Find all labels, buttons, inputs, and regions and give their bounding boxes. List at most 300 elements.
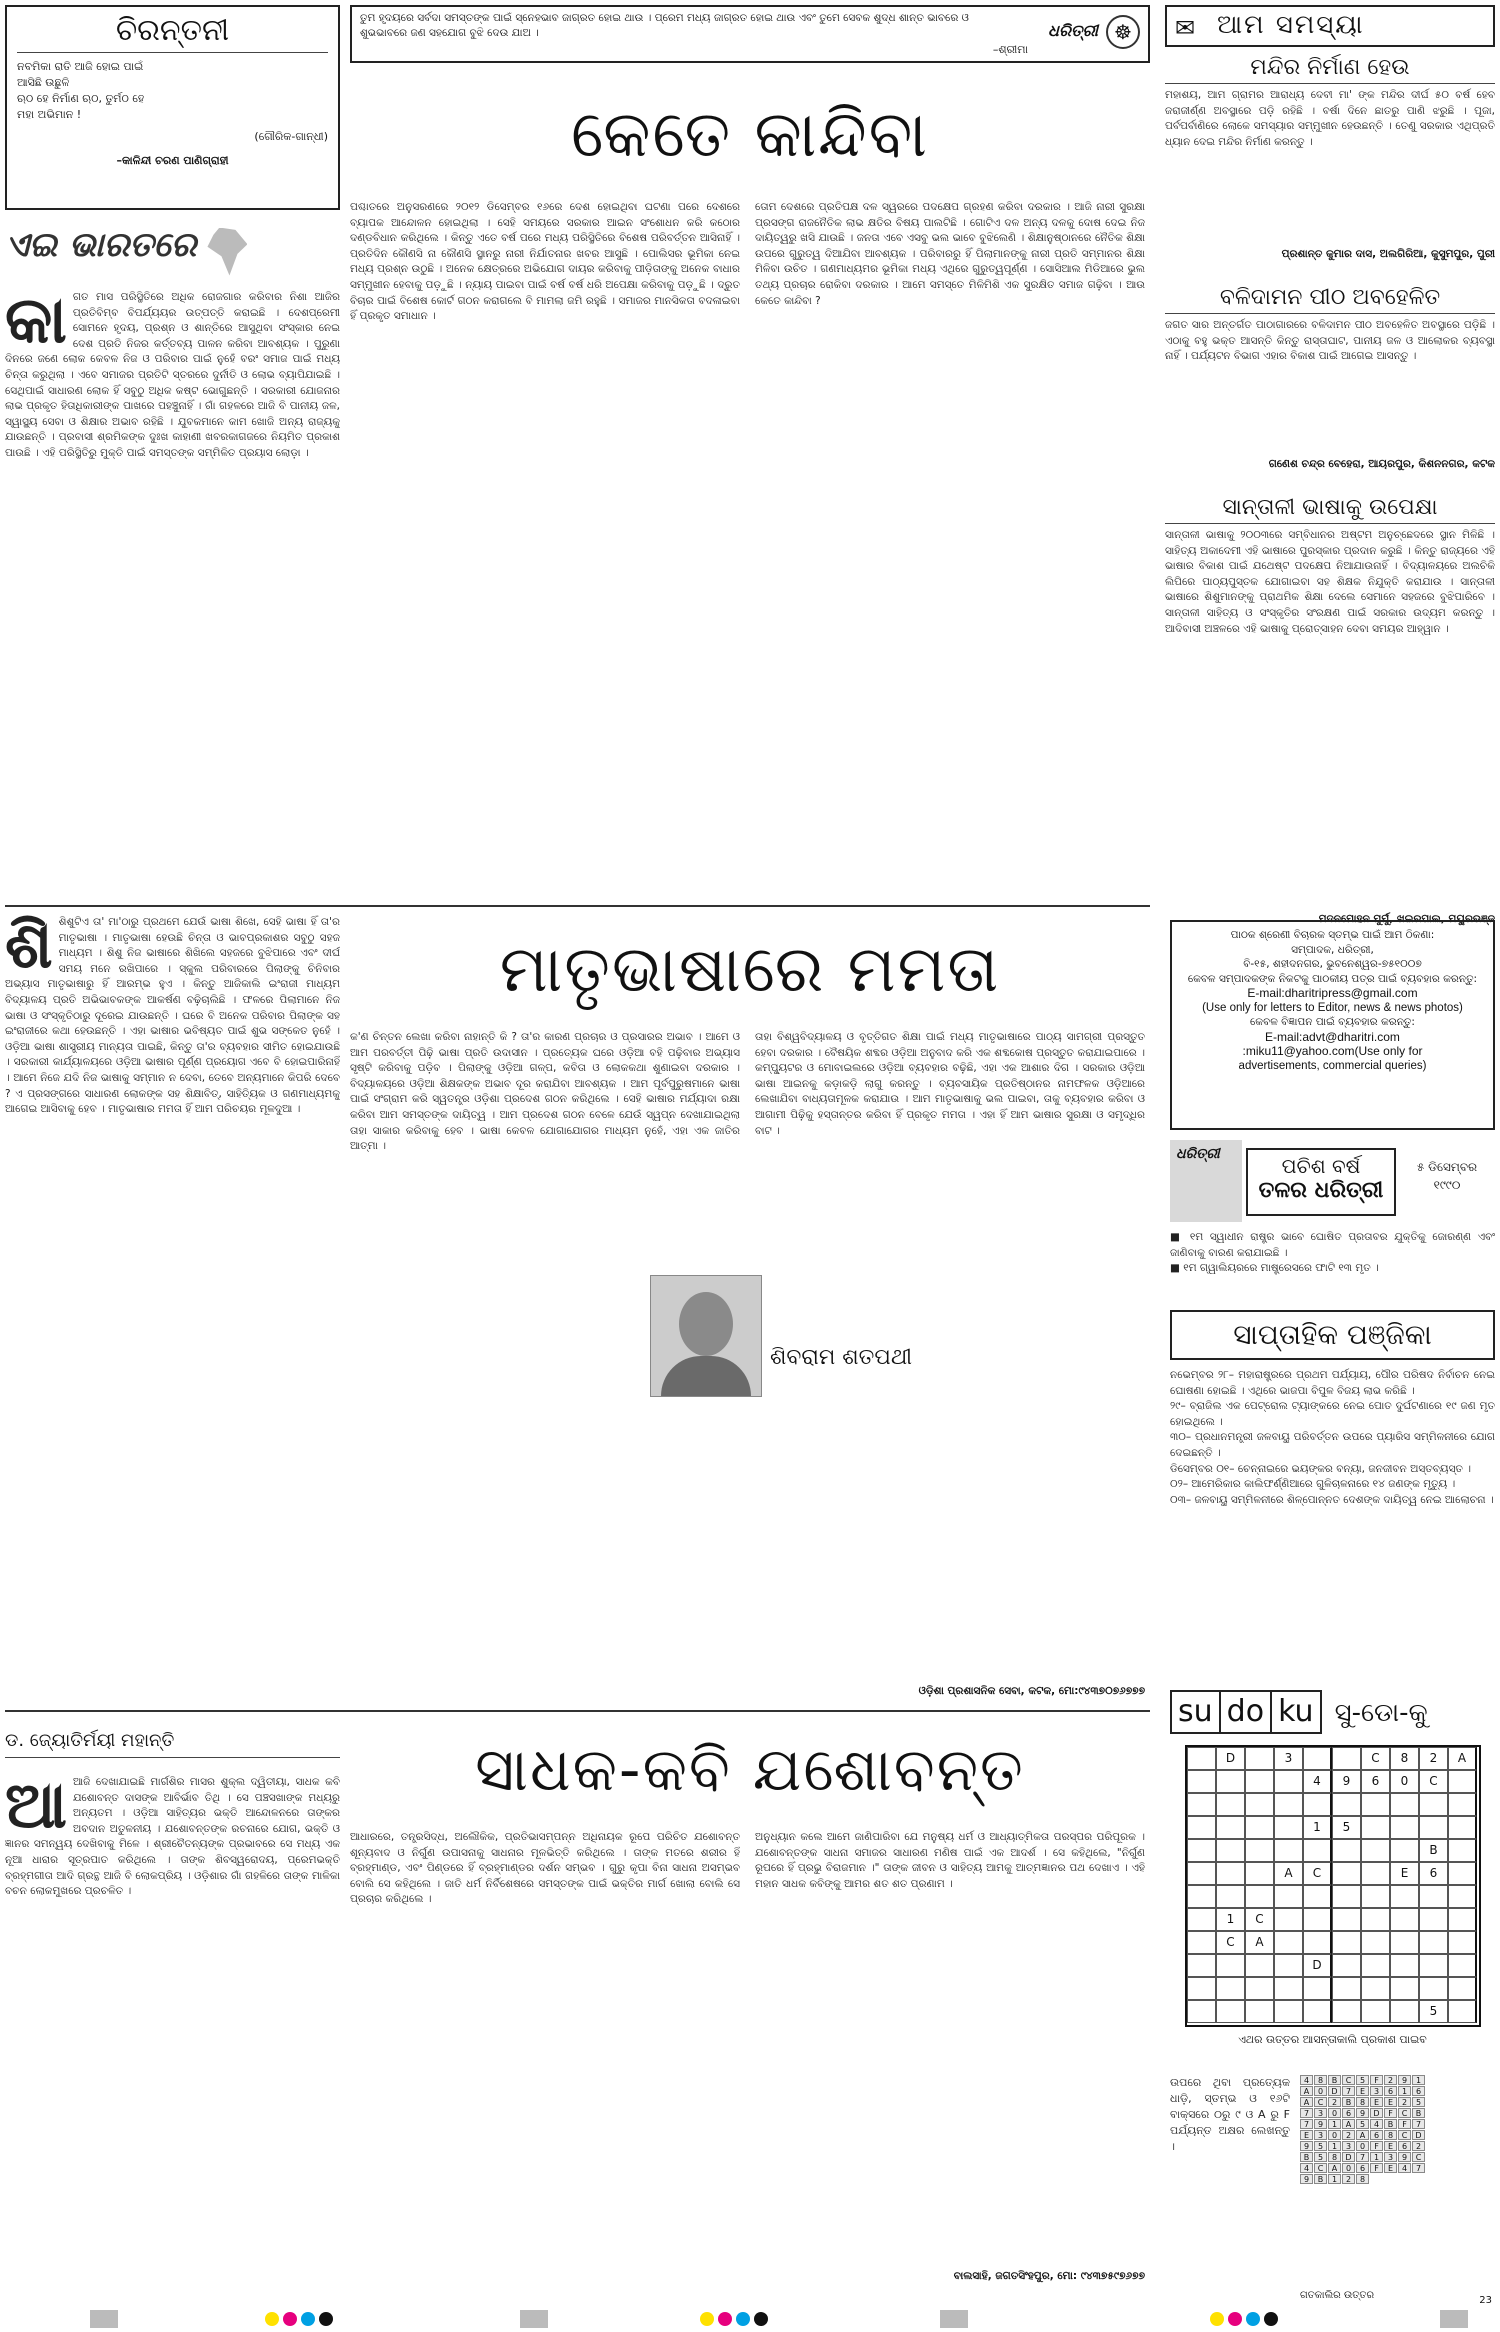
chirantani-title: ଚିରନ୍ତନୀ: [17, 13, 328, 53]
anniversary-date-line: ୫ ଡିସେମ୍ବର: [1416, 1160, 1478, 1174]
sudoku-cell[interactable]: [1303, 1931, 1332, 1954]
solution-cell: 2: [1398, 2097, 1411, 2107]
drop-cap: ଆ: [5, 1775, 67, 1843]
solution-cell: 3: [1342, 2141, 1355, 2151]
print-mark: [319, 2312, 333, 2326]
anniversary-brand: ଧରିତ୍ରୀ: [1176, 1146, 1220, 1162]
sudoku-cell[interactable]: D: [1216, 1747, 1245, 1770]
sudoku-cell[interactable]: [1274, 1931, 1303, 1954]
sudoku-cell[interactable]: [1361, 2000, 1390, 2023]
letter-body: ଜଗତ ସାର ଅନ୍ତର୍ଗତ ପାଠାଗାରରେ ବଳିଦାମନ ପୀଠ ଅବହେଳିତ ଅବସ୍ଥାରେ ପଡ଼ିଛି । ଏଠାକୁ ବହୁ ଭକ୍ତ ଆସନ୍ତି କିନ୍ତୁ ରାସ୍ତାଘାଟ, ପାନୀୟ ଜଳ ଓ ଆଲୋକର ବ୍ୟବସ୍ଥା ନାହିଁ । ପର୍ଯ୍ୟଟନ ବିଭାଗ ଏହାର ବିକାଶ ପାଇଁ ଆଗେଇ ଆସନ୍ତୁ ।: [1165, 319, 1495, 363]
sudoku-cell[interactable]: [1187, 2000, 1216, 2023]
sudoku-cell[interactable]: [1274, 2000, 1303, 2023]
editor-email-note: (Use only for letters to Editor, news & news photos): [1202, 1001, 1463, 1014]
solution-cell: F: [1370, 2163, 1383, 2173]
letter-body: ମହାଶୟ, ଆମ ଗ୍ରାମର ଆରାଧ୍ୟ ଦେବୀ ମା' ଙ୍କ ମନ୍ଦିର ଦୀର୍ଘ ୫୦ ବର୍ଷ ହେବ ଜରାଜୀର୍ଣ୍ଣ ଅବସ୍ଥାରେ ପଡ଼ି ରହିଛି । ବର୍ଷା ଦିନେ ଛାତରୁ ପାଣି ଝରୁଛି । ପୂଜା, ପର୍ବପର୍ବାଣିରେ ଲୋକେ ସମସ୍ୟାର ସମ୍ମୁଖୀନ ହେଉଛନ୍ତି । ତେଣୁ ସରକାର ଏଥିପ୍ରତି ଧ୍ୟାନ ଦେଇ ମନ୍ଦିର ନିର୍ମାଣ କରନ୍ତୁ ।: [1165, 89, 1495, 148]
sudoku-cell[interactable]: [1187, 1793, 1216, 1816]
solution-cell: D: [1328, 2086, 1341, 2096]
sudoku-cell[interactable]: [1390, 1793, 1419, 1816]
sudoku-cell[interactable]: [1274, 1839, 1303, 1862]
sudoku-cell[interactable]: [1332, 1931, 1361, 1954]
sudoku-cell[interactable]: [1332, 1862, 1361, 1885]
solution-cell: C: [1342, 2075, 1355, 2085]
sudoku-cell[interactable]: [1303, 1747, 1332, 1770]
sudoku-cell[interactable]: [1187, 1977, 1216, 2000]
anniversary-brand-box: [1170, 1140, 1242, 1222]
sudoku-cell[interactable]: 6: [1361, 1770, 1390, 1793]
sudoku-row: [1187, 2000, 1479, 2023]
sudoku-cell[interactable]: [1216, 1793, 1245, 1816]
sudoku-cell[interactable]: [1274, 1770, 1303, 1793]
sudoku-row: [1187, 1793, 1479, 1816]
solution-cell: 5: [1314, 2141, 1327, 2151]
solution-cell: A: [1356, 2130, 1369, 2140]
headline-matrubhasha: ମାତୃଭାଷାରେ ମମତା: [499, 933, 1001, 1007]
sudoku-title-do: do: [1221, 1690, 1272, 1734]
print-mark: [1210, 2312, 1224, 2326]
sudoku-cell[interactable]: C: [1361, 1747, 1390, 1770]
solution-cell: C: [1314, 2163, 1327, 2173]
solution-cell: E: [1384, 2141, 1397, 2151]
aam-samasya-title: ଆମ ସମସ୍ୟା: [1217, 10, 1365, 40]
sudoku-cell[interactable]: [1390, 1885, 1419, 1908]
sudoku-cell[interactable]: 1: [1303, 1816, 1332, 1839]
solution-cell: 2: [1328, 2097, 1341, 2107]
solution-cell: D: [1370, 2108, 1383, 2118]
sudoku-cell[interactable]: [1419, 1793, 1448, 1816]
sudoku-cell[interactable]: 5: [1332, 1816, 1361, 1839]
anniversary-items: [1170, 1230, 1495, 1305]
sudoku-cell[interactable]: [1216, 1839, 1245, 1862]
solution-cell: 9: [1300, 2174, 1313, 2184]
sudoku-cell[interactable]: [1332, 2000, 1361, 2023]
print-mark: [1246, 2312, 1260, 2326]
sudoku-cell[interactable]: [1303, 1908, 1332, 1931]
print-mark: [736, 2312, 750, 2326]
sudoku-cell[interactable]: 2: [1419, 1747, 1448, 1770]
sudoku-cell[interactable]: [1361, 1885, 1390, 1908]
sudoku-cell[interactable]: 4: [1303, 1770, 1332, 1793]
sudoku-cell[interactable]: [1187, 1885, 1216, 1908]
sudoku-cell[interactable]: [1187, 1954, 1216, 1977]
sudoku-cell[interactable]: [1245, 1839, 1274, 1862]
contact-box: [1170, 920, 1495, 1130]
solution-cell: C: [1398, 2108, 1411, 2118]
sudoku-cell[interactable]: [1245, 2000, 1274, 2023]
sudoku-cell[interactable]: [1361, 1977, 1390, 2000]
solution-cell: 0: [1328, 2130, 1341, 2140]
editor-email[interactable]: E-mail:dharitripress@gmail.com: [1247, 986, 1418, 1000]
print-mark: [301, 2312, 315, 2326]
page-number: 23: [1479, 2295, 1492, 2306]
sudoku-cell[interactable]: [1419, 1954, 1448, 1977]
sudoku-cell[interactable]: 8: [1390, 1747, 1419, 1770]
sudoku-cell[interactable]: [1216, 1770, 1245, 1793]
sudoku-cell[interactable]: A: [1274, 1862, 1303, 1885]
sudoku-cell[interactable]: [1332, 1793, 1361, 1816]
sudoku-cell[interactable]: C: [1245, 1908, 1274, 1931]
letter-sender: ପ୍ରଶାନ୍ତ କୁମାର ଦାସ, ଅଲଗିରିଆ, କୁସୁମପୁର, ପୁରୀ: [1281, 248, 1495, 260]
sudoku-cell[interactable]: [1419, 1885, 1448, 1908]
sudoku-cell[interactable]: [1187, 1839, 1216, 1862]
sudoku-cell[interactable]: [1361, 1839, 1390, 1862]
solution-cell: 0: [1356, 2141, 1369, 2151]
chirantani-line: ନବମିକା ରାତି ଆଜି ହୋଇ ପାଇଁ: [17, 60, 144, 73]
anniversary-item: ■ ୧ମ ଗ୍ୱାଲିୟରରେ ମାଷ୍ଟ୍ରେସରେ ଫାଟି ୧୩ ମୃତ ।: [1170, 1262, 1379, 1275]
sudoku-note: ଏଥର ଉତ୍ତର ଆସନ୍ତାକାଲି ପ୍ରକାଶ ପାଇବ: [1238, 2033, 1427, 2046]
letter-2: [1165, 285, 1495, 471]
sudoku-cell[interactable]: 6: [1419, 1862, 1448, 1885]
solution-cell: 1: [1328, 2119, 1341, 2129]
solution-cell: E: [1384, 2163, 1397, 2173]
solution-cell: 7: [1300, 2108, 1313, 2118]
envelope-icon: ✉: [1175, 14, 1196, 42]
print-mark: [520, 2310, 548, 2328]
sudoku-cell[interactable]: [1187, 1908, 1216, 1931]
solution-cell: 5: [1314, 2152, 1327, 2162]
lead-col-1: [5, 290, 340, 895]
headline-kete-kandiba: କେତେ କାନ୍ଦିବା: [571, 98, 929, 172]
solution-cell: 1: [1370, 2152, 1383, 2162]
solution-cell: 3: [1314, 2130, 1327, 2140]
contact-note: କେବଳ ସମ୍ପାଦକଙ୍କ ନିକଟକୁ ପାଠକୀୟ ପତ୍ର ପାଇଁ ବ୍ୟବହାର କରନ୍ତୁ:: [1187, 972, 1478, 985]
letter-sender: ମଦନମୋହନ ମୁର୍ମୁ, ଖଇରପାଲ, ମୟୁରଭଞ୍ଜ: [1318, 913, 1495, 925]
avatar-body: [661, 1356, 751, 1396]
sudoku-cell[interactable]: [1245, 1747, 1274, 1770]
sudoku-cell[interactable]: [1448, 1954, 1477, 1977]
solution-cell: 9: [1398, 2075, 1411, 2085]
sudoku-cell[interactable]: [1448, 2000, 1477, 2023]
avatar: [679, 1292, 733, 1356]
advt-email-note: advertisements, commercial queries): [1238, 1059, 1427, 1072]
solution-cell: 2: [1412, 2141, 1425, 2151]
solution-cell: E: [1384, 2097, 1397, 2107]
sudoku-cell[interactable]: [1216, 1816, 1245, 1839]
sudoku-cell[interactable]: 3: [1274, 1747, 1303, 1770]
solution-cell: E: [1356, 2086, 1369, 2096]
solution-cell: 6: [1384, 2086, 1397, 2096]
sudoku-cell[interactable]: [1361, 1931, 1390, 1954]
sadhak-col-2: ଆଧାରରେ, ତନ୍ତ୍ରସିଦ୍ଧ, ଅଲୌକିକ, ପ୍ରତିଭାସମ୍ପନ୍ନ ଅଧିନାୟକ ରୂପେ ପରିଚିତ ଯଶୋବନ୍ତ ଶୂନ୍ୟବାଦ ଓ ନିର୍ଗୁଣ ଉପାସନାକୁ ସାଧନାର ମୂଳଭିତ୍ତି କରିଥିଲେ । ତାଙ୍କ ମତରେ ଶରୀର ହିଁ ବ୍ରହ୍ମାଣ୍ଡ, ଏବଂ ପିଣ୍ଡରେ ହିଁ ବ୍ରହ୍ମାଣ୍ଡର ଦର୍ଶନ ସମ୍ଭବ । ଗୁରୁ କୃପା ବିନା ସାଧନା ଅସମ୍ଭବ ବୋଲି ସେ କହିଥିଲେ । ଜାତି ଧର୍ମ ନିର୍ବିଶେଷରେ ସମସ୍ତଙ୍କ ପାଇଁ ଭକ୍ତିର ମାର୍ଗ ଖୋଲା ବୋଲି ସେ ପ୍ରଚାର କରିଥିଲେ ।: [350, 1831, 740, 1906]
solution-cell: 1: [1328, 2141, 1341, 2151]
calendar-entry: ଡିସେମ୍ବର ୦୧– ଚେନ୍ନାଇରେ ଭୟଙ୍କର ବନ୍ୟା, ଜନଜୀବନ ଅସ୍ତବ୍ୟସ୍ତ ।: [1170, 1462, 1471, 1475]
solution-cell: 3: [1384, 2152, 1397, 2162]
anniversary-item: ■ ୧ମ ସ୍ୱାଧୀନ ରାଷ୍ଟ୍ର ଭାବେ ଘୋଷିତ ପ୍ରତାବର ଯୁକ୍ତିକୁ ଜୋରଣ୍ଣ ଏବଂ ଜାଣିବାକୁ ବାରଣ କରାଯାଇଛି ।: [1170, 1231, 1495, 1259]
sudoku-solution: [1300, 2075, 1425, 2184]
sudoku-cell[interactable]: [1187, 1862, 1216, 1885]
letter-body: ସାନ୍ତାଳୀ ଭାଷାକୁ ୨୦୦୩ରେ ସମ୍ବିଧାନର ଅଷ୍ଟମ ଅନୁଚ୍ଛେଦରେ ସ୍ଥାନ ମିଳିଛି । ସାହିତ୍ୟ ଅକାଦେମୀ ଏହି ଭାଷାରେ ପୁରସ୍କାର ପ୍ରଦାନ କରୁଛି । କିନ୍ତୁ ରାଜ୍ୟରେ ଏହି ଭାଷାର ବିକାଶ ପାଇଁ ଯଥେଷ୍ଟ ପଦକ୍ଷେପ ନିଆଯାଉନାହିଁ । ବିଦ୍ୟାଳୟରେ ଅଲଚିକି ଲିପିରେ ପାଠ୍ୟପୁସ୍ତକ ଯୋଗାଇବା ସହ ଶିକ୍ଷକ ନିଯୁକ୍ତି କରାଯାଉ । ସାନ୍ତାଳୀ ଭାଷାରେ ଶିଶୁମାନଙ୍କୁ ପ୍ରାଥମିକ ଶିକ୍ଷା ଦେଲେ ସେମାନେ ସହଜରେ ବୁଝିପାରିବେ । ସାନ୍ତାଳୀ ସାହିତ୍ୟ ଓ ସଂସ୍କୃତିର ସଂରକ୍ଷଣ ପାଇଁ ସରକାର ଉଦ୍ୟମ କରନ୍ତୁ । ଆଦିବାସୀ ଅଞ୍ଚଳରେ ଏହି ଭାଷାକୁ ପ୍ରୋତ୍ସାହନ ଦେବା ସମୟର ଆହ୍ୱାନ ।: [1165, 529, 1495, 635]
sudoku-cell[interactable]: [1274, 1954, 1303, 1977]
sudoku-cell[interactable]: [1303, 1839, 1332, 1862]
author-address: ଓଡ଼ିଶା ପ୍ରଶାସନିକ ସେବା, କଟକ, ମୋ:୯୪୩୭୦୭୬୭୭୭: [918, 1685, 1145, 1697]
sudoku-cell[interactable]: [1448, 1862, 1477, 1885]
sudoku-row: [1187, 1931, 1479, 1954]
solution-cell: B: [1412, 2108, 1425, 2118]
sudoku-cell[interactable]: C: [1216, 1931, 1245, 1954]
letter-title: ମନ୍ଦିର ନିର୍ମାଣ ହେଉ: [1165, 55, 1495, 84]
solution-cell: 7: [1412, 2163, 1425, 2173]
solution-cell: 9: [1300, 2141, 1313, 2151]
sudoku-cell[interactable]: D: [1303, 1954, 1332, 1977]
sudoku-cell[interactable]: [1419, 1931, 1448, 1954]
sudoku-cell[interactable]: [1448, 1908, 1477, 1931]
sudoku-grid[interactable]: [1185, 1745, 1481, 2027]
letter-3: [1165, 495, 1495, 926]
sudoku-cell[interactable]: [1390, 1954, 1419, 1977]
drop-cap: ଶି: [5, 915, 53, 983]
sudoku-header: [1170, 1690, 1495, 1736]
solution-cell: B: [1300, 2152, 1313, 2162]
sudoku-cell[interactable]: [1332, 1839, 1361, 1862]
quote-text: ତୁମ ହୃଦୟରେ ସର୍ବଦା ସମସ୍ତଙ୍କ ପାଇଁ ସ୍ନେହଭାବ ଜାଗ୍ରତ ହୋଇ ଥାଉ । ପ୍ରେମ ମଧ୍ୟ ଜାଗ୍ରତ ହୋଇ ଥାଉ ଏବଂ ତୁମେ ସେବକ ଶୁଦ୍ଧ ଶାନ୍ତ ଭାବରେ ଓ ଶୁଭଭାବରେ ଜଣ ସହଯୋଗ ବୁଝି ଦେଉ ଯାଅ ।: [360, 12, 969, 39]
solution-cell: C: [1398, 2130, 1411, 2140]
solution-cell: C: [1412, 2152, 1425, 2162]
wheel-icon: ☸: [1106, 15, 1140, 49]
calendar-entry: ୩୦– ପ୍ରଧାନମନ୍ତ୍ରୀ ଜଳବାୟୁ ପରିବର୍ତ୍ତନ ଉପରେ ପ୍ୟାରିସ ସମ୍ମିଳନୀରେ ଯୋଗ ଦେଇଛନ୍ତି ।: [1170, 1431, 1495, 1459]
sudoku-cell[interactable]: [1303, 1977, 1332, 2000]
sudoku-cell[interactable]: [1274, 1977, 1303, 2000]
sudoku-cell[interactable]: [1419, 1908, 1448, 1931]
sudoku-cell[interactable]: [1390, 2000, 1419, 2023]
sudoku-row: [1187, 1747, 1479, 1770]
sudoku-title-ku: ku: [1272, 1690, 1321, 1734]
sudoku-cell[interactable]: E: [1390, 1862, 1419, 1885]
solution-cell: 5: [1412, 2097, 1425, 2107]
solution-cell: F: [1370, 2141, 1383, 2151]
dharitri-brand: ଧରିତ୍ରୀ: [1048, 21, 1098, 40]
sudoku-cell[interactable]: [1361, 1793, 1390, 1816]
sudoku-cell[interactable]: [1274, 1816, 1303, 1839]
sudoku-cell[interactable]: [1448, 1816, 1477, 1839]
mother-tongue-col-3: ତାହା ବିଶ୍ୱବିଦ୍ୟାଳୟ ଓ ବୃତ୍ତିଗତ ଶିକ୍ଷା ପାଇଁ ମଧ୍ୟ ମାତୃଭାଷାରେ ପାଠ୍ୟ ସାମଗ୍ରୀ ପ୍ରସ୍ତୁତ ହେବା ଦରକାର । ବୈଷୟିକ ଶବ୍ଦର ଓଡ଼ିଆ ଅନୁବାଦ କରି ଏକ ଶବ୍ଦକୋଷ ପ୍ରସ୍ତୁତ କରାଯାଇପାରେ । କମ୍ପ୍ୟୁଟର ଓ ମୋବାଇଲରେ ଓଡ଼ିଆ ବ୍ୟବହାର ବଢ଼ିଛି, ଏହା ଏକ ଆଶାର ଦିଗ । ସରକାର ଓଡ଼ିଆ ଭାଷା ଆଇନକୁ କଡ଼ାକଡ଼ି ଲାଗୁ କରନ୍ତୁ । ବ୍ୟବସାୟିକ ପ୍ରତିଷ୍ଠାନର ନାମଫଳକ ଓଡ଼ିଆରେ ଲେଖାଯିବା ବାଧ୍ୟତାମୂଳକ କରାଯାଉ । ଆମ ମାତୃଭାଷାକୁ ଭଲ ପାଇବା, ତାକୁ ବ୍ୟବହାର କରିବା ଓ ଆଗାମୀ ପିଢ଼ିକୁ ହସ୍ତାନ୍ତର କରିବା ହିଁ ପ୍ରକୃତ ମମତା । ଏହା ହିଁ ଆମ ଭାଷାର ସୁରକ୍ଷା ଓ ସମୃଦ୍ଧିର ବାଟ ।: [755, 1031, 1145, 1137]
print-mark: [718, 2312, 732, 2326]
solution-cell: 5: [1356, 2119, 1369, 2129]
solution-cell: A: [1300, 2086, 1313, 2096]
chirantani-line: ଋଠ ହେ ନିର୍ମାଣ ଋଠ, ତୁର୍ମଠ ହେ: [17, 92, 145, 105]
sudoku-cell[interactable]: [1332, 1977, 1361, 2000]
sudoku-row: [1187, 1885, 1479, 1908]
solution-cell: 1: [1328, 2174, 1341, 2184]
anniversary-title-box: [1246, 1148, 1396, 1216]
sudoku-cell[interactable]: [1361, 1816, 1390, 1839]
sudoku-cell[interactable]: 5: [1419, 2000, 1448, 2023]
solution-cell: D: [1342, 2152, 1355, 2162]
anniversary-date: [1402, 1158, 1492, 1194]
sudoku-row: [1187, 1862, 1479, 1885]
sudoku-title-odia: ସୁ-ଡୋ-କୁ: [1334, 1698, 1428, 1728]
solution-cell: A: [1328, 2163, 1341, 2173]
sudoku-cell[interactable]: [1332, 1885, 1361, 1908]
solution-cell: 7: [1356, 2152, 1369, 2162]
sudoku-cell[interactable]: [1361, 1908, 1390, 1931]
print-mark: [754, 2312, 768, 2326]
solution-cell: 0: [1314, 2086, 1327, 2096]
sudoku-cell[interactable]: 1: [1216, 1908, 1245, 1931]
sudoku-cell[interactable]: [1216, 1954, 1245, 1977]
mother-tongue-col-1: [5, 915, 340, 1705]
solution-cell: 7: [1342, 2086, 1355, 2096]
india-map-icon: [207, 228, 247, 276]
solution-cell: 0: [1342, 2163, 1355, 2173]
solution-cell: B: [1328, 2075, 1341, 2085]
advt-email-alt[interactable]: :miku11@yahoo.com(Use only for: [1242, 1044, 1423, 1058]
sudoku-cell[interactable]: [1448, 1839, 1477, 1862]
sudoku-cell[interactable]: [1390, 1931, 1419, 1954]
solution-cell: 9: [1356, 2108, 1369, 2118]
sadhak-author-address: ବାଲସାହି, ଜଗତସିଂହପୁର, ମୋ: ୯୪୩୭୫୯୭୬୭୭: [953, 2270, 1145, 2282]
chirantani-line: ମହା ଅଭିମାନ !: [17, 108, 82, 121]
sudoku-cell[interactable]: 0: [1390, 1770, 1419, 1793]
sudoku-cell[interactable]: [1361, 1954, 1390, 1977]
solution-cell: 6: [1412, 2086, 1425, 2096]
solution-cell: 6: [1398, 2141, 1411, 2151]
sudoku-row: [1187, 1770, 1479, 1793]
sudoku-cell[interactable]: [1216, 1977, 1245, 2000]
contact-address: ବି-୧୫, ଶହୀଦନଗର, ଭୁବନେଶ୍ୱର-୭୫୧୦୦୭: [1243, 958, 1422, 970]
sudoku-cell[interactable]: [1187, 1816, 1216, 1839]
sudoku-cell[interactable]: [1448, 1885, 1477, 1908]
sudoku-cell[interactable]: [1448, 1931, 1477, 1954]
sudoku-cell[interactable]: [1390, 1839, 1419, 1862]
mother-tongue-col-2: କ'ଣ ଚିନ୍ତନ ଲେଖା କରିବା ନାହାନ୍ତି କି ? ତା'ର କାରଣ ପ୍ରଚାର ଓ ପ୍ରସାରର ଅଭାବ । ଆମେ ଓ ଆମ ପରବର୍ତ୍ତୀ ପିଢ଼ି ଭାଷା ପ୍ରତି ଉଦାସୀନ । ପ୍ରତ୍ୟେକ ଘରେ ଓଡ଼ିଆ ବହି ପଢ଼ିବାର ଅଭ୍ୟାସ ସୃଷ୍ଟି କରିବାକୁ ପଡ଼ିବ । ପିଲାଙ୍କୁ ଓଡ଼ିଆ ଗଳ୍ପ, କବିତା ଓ ଲୋକକଥା ଶୁଣାଇବା ଦରକାର । ବିଦ୍ୟାଳୟରେ ଓଡ଼ିଆ ଶିକ୍ଷକଙ୍କ ଅଭାବ ଦୂର କରାଯିବା ଆବଶ୍ୟକ । ଆମ ପୂର୍ବପୁରୁଷମାନେ ଭାଷା ପାଇଁ ସଂଗ୍ରାମ କରି ସ୍ୱତନ୍ତ୍ର ଓଡ଼ିଶା ପ୍ରଦେଶ ଗଠନ କରିଥିଲେ । ସେହି ଭାଷାର ମର୍ଯ୍ୟାଦା ରକ୍ଷା କରିବା ଆମ ସମସ୍ତଙ୍କ ଦାୟିତ୍ୱ । ଆମ ପ୍ରଦେଶ ଗଠନ ବେଳେ ଯେଉଁ ସ୍ୱପ୍ନ ଦେଖାଯାଇଥିଲା ତାହା ସାକାର କରିବାକୁ ହେବ । ଭାଷା କେବଳ ଯୋଗାଯୋଗର ମାଧ୍ୟମ ନୁହେଁ, ଏହା ଏକ ଜାତିର ଆତ୍ମା ।: [350, 1031, 740, 1153]
solution-cell: 3: [1314, 2108, 1327, 2118]
sudoku-cell[interactable]: [1390, 1908, 1419, 1931]
sudoku-cell[interactable]: [1390, 1977, 1419, 2000]
solution-cell: 6: [1342, 2108, 1355, 2118]
sudoku-cell[interactable]: C: [1419, 1770, 1448, 1793]
solution-cell: 1: [1398, 2086, 1411, 2096]
anniversary-title: ପଚିଶ ବର୍ଷ: [1281, 1154, 1361, 1178]
contact-intro: ପାଠକ ଶ୍ରେଣୀ ବିଚାରକ ସ୍ତମ୍ଭ ପାଇଁ ଆମ ଠିକଣା:: [1230, 929, 1435, 941]
calendar-entry: ୦୨– ଆମେରିକାର କାଲିଫର୍ଣ୍ଣିଆରେ ଗୁଳିଚାଳନାରେ ୧୪ ଜଣଙ୍କ ମୃତ୍ୟୁ ।: [1170, 1478, 1456, 1491]
sadhak-col-3: ଅନୁଧ୍ୟାନ କଲେ ଆମେ ଜାଣିପାରିବା ଯେ ମନୁଷ୍ୟ ଧର୍ମ ଓ ଆଧ୍ୟାତ୍ମିକତା ପରସ୍ପର ପରିପୂରକ । ଯଶୋବନ୍ତଙ୍କ ସାଧନା ସମାଜର ସାଧାରଣ ମଣିଷ ପାଇଁ ଏକ ଆଦର୍ଶ । ସେ କହିଥିଲେ, "ନିର୍ଗୁଣ ରୂପରେ ହିଁ ପ୍ରଭୁ ବିରାଜମାନ ।" ତାଙ୍କ ଜୀବନ ଓ ସାହିତ୍ୟ ଆମକୁ ଆତ୍ମଜ୍ଞାନର ପଥ ଦେଖାଏ । ଏହି ମହାନ ସାଧକ କବିଙ୍କୁ ଆମର ଶତ ଶତ ପ୍ରଣାମ ।: [755, 1831, 1145, 1890]
sudoku-cell[interactable]: [1245, 1793, 1274, 1816]
chirantani-author: –କାଳିନ୍ଦୀ ଚରଣ ପାଣିଗ୍ରାହୀ: [116, 154, 229, 167]
sudoku-cell[interactable]: [1216, 1885, 1245, 1908]
sudoku-cell[interactable]: [1245, 1954, 1274, 1977]
sudoku-cell[interactable]: [1390, 1816, 1419, 1839]
sudoku-cell[interactable]: [1245, 1977, 1274, 2000]
solution-cell: 4: [1398, 2163, 1411, 2173]
advt-email[interactable]: E-mail:advt@dharitri.com: [1265, 1029, 1400, 1044]
headline-sadhak-kabi: ସାଧକ-କବି ଯଶୋବନ୍ତ: [475, 1735, 1025, 1805]
sudoku-cell[interactable]: [1274, 1793, 1303, 1816]
lead-col-2: ପଶ୍ଚାତରେ ଅନୁସରଣରେ ୨୦୧୨ ଡିସେମ୍ବର ୧୬ରେ ଦେଶ ହୋଇଥିବା ଘଟଣା ପରେ ଦେଶରେ ବ୍ୟାପକ ଆନ୍ଦୋଳନ ହୋଇଥିଲା । ସେହି ସମୟରେ ସରକାର ଆଇନ ସଂଶୋଧନ କରି କଠୋର ଦଣ୍ଡବିଧାନ କରିଥିଲେ । କିନ୍ତୁ ଏତେ ବର୍ଷ ପରେ ମଧ୍ୟ ପରିସ୍ଥିତିରେ ବିଶେଷ ପରିବର୍ତ୍ତନ ଆସିନାହିଁ । ପ୍ରତିଦିନ କୌଣସି ନା କୌଣସି ସ୍ଥାନରୁ ନାରୀ ନିର୍ଯାତନାର ଖବର ଆସୁଛି । ପୋଲିସର ଭୂମିକା ନେଇ ମଧ୍ୟ ପ୍ରଶ୍ନ ଉଠୁଛି । ଅନେକ କ୍ଷେତ୍ରରେ ଅଭିଯୋଗ ଦାୟର କରିବାକୁ ପୀଡ଼ିତାଙ୍କୁ ଅନେକ ବାଧାର ସମ୍ମୁଖୀନ ହେବାକୁ ପଡ଼ୁଛି । ନ୍ୟାୟ ପାଇବା ପାଇଁ ବର୍ଷ ବର୍ଷ ଧରି ଅପେକ୍ଷା କରିବାକୁ ପଡ଼ୁଛି । ଦ୍ରୁତ ବିଚାର ପାଇଁ ବିଶେଷ କୋର୍ଟ ଗଠନ କରାଗଲେ ବି ମାମଲା ଜମି ରହୁଛି । ସମାଜର ମାନସିକତା ବଦଳାଇବା ହିଁ ପ୍ରକୃତ ସମାଧାନ ।: [350, 201, 740, 323]
calendar-title-box: [1170, 1310, 1495, 1360]
solution-cell: 4: [1300, 2163, 1313, 2173]
solution-cell: E: [1370, 2097, 1383, 2107]
solution-cell: 5: [1356, 2075, 1369, 2085]
sudoku-cell[interactable]: A: [1448, 1747, 1477, 1770]
solution-cell: 9: [1314, 2119, 1327, 2129]
solution-cell: 7: [1300, 2119, 1313, 2129]
letter-title: ବଳିଦାମନ ପୀଠ ଅବହେଳିତ: [1165, 285, 1495, 314]
sudoku-cell[interactable]: [1448, 1977, 1477, 2000]
solution-cell: 3: [1370, 2086, 1383, 2096]
sudoku-row: [1187, 1839, 1479, 1862]
sudoku-cell[interactable]: [1303, 1793, 1332, 1816]
sudoku-cell[interactable]: [1448, 1770, 1477, 1793]
sudoku-cell[interactable]: [1187, 1931, 1216, 1954]
calendar-title: ସାପ୍ତାହିକ ପଞ୍ଜିକା: [1233, 1318, 1432, 1351]
solution-cell: A: [1300, 2097, 1313, 2107]
sudoku-cell[interactable]: [1303, 1885, 1332, 1908]
sudoku-cell[interactable]: [1303, 2000, 1332, 2023]
sudoku-cell[interactable]: [1448, 1793, 1477, 1816]
solution-cell: 6: [1356, 2163, 1369, 2173]
solution-cell: 9: [1398, 2152, 1411, 2162]
sudoku-cell[interactable]: [1245, 1816, 1274, 1839]
solution-cell: F: [1398, 2119, 1411, 2129]
sudoku-side-text: ଉପରେ ଥିବା ପ୍ରତ୍ୟେକ ଧାଡ଼ି, ସ୍ତମ୍ଭ ଓ ୧୬ଟି ବାକ୍ସରେ ୦ରୁ ୯ ଓ A ରୁ F ପର୍ଯ୍ୟନ୍ତ ଅକ୍ଷର ଲେଖନ୍ତୁ ।: [1170, 2076, 1290, 2153]
quote-author: –ଶ୍ରୀମା: [992, 43, 1028, 56]
sudoku-row: [1187, 1977, 1479, 2000]
sadhak-col-1-text: ଆଜି ଦେଖାଯାଇଛି ମାର୍ଗଶିର ମାସର ଶୁକ୍ଲ ଦ୍ୱିତୀୟା, ସାଧକ କବି ଯଶୋବନ୍ତ ଦାସଙ୍କ ଆବିର୍ଭାବ ତିଥି । ସେ ପଞ୍ଚସଖାଙ୍କ ମଧ୍ୟରୁ ଅନ୍ୟତମ । ଓଡ଼ିଆ ସାହିତ୍ୟର ଭକ୍ତି ଆନ୍ଦୋଳନରେ ତାଙ୍କର ଅବଦାନ ଅତୁଳନୀୟ । ଯଶୋବନ୍ତଙ୍କ ରଚନାରେ ଯୋଗ, ଭକ୍ତି ଓ ଜ୍ଞାନର ସମନ୍ୱୟ ଦେଖିବାକୁ ମିଳେ । ଶ୍ରୀଚୈତନ୍ୟଙ୍କ ପ୍ରଭାବରେ ସେ ମଧ୍ୟ ଏକ ନୂଆ ଧାରାର ସୂତ୍ରପାତ କରିଥିଲେ । ତାଙ୍କ ଶିବସ୍ୱରୋଦୟ, ପ୍ରେମଭକ୍ତି ବ୍ରହ୍ମଗୀତା ଆଦି ଗ୍ରନ୍ଥ ଆଜି ବି ଲୋକପ୍ରିୟ । ଓଡ଼ିଶାର ଗାଁ ଗହଳିରେ ତାଙ୍କ ମାଳିକା ବଚନ ଲୋକମୁଖରେ ପ୍ରଚଳିତ ।: [5, 1776, 340, 1898]
sudoku-solution-label: ଗତକାଲିର ଉତ୍ତର: [1300, 2290, 1375, 2301]
print-mark: [90, 2310, 118, 2328]
sudoku-cell[interactable]: [1419, 1977, 1448, 2000]
calendar-entry: ୦୩– ଜଳବାୟୁ ସମ୍ମିଳନୀରେ ଶିଳ୍ପୋନ୍ନତ ଦେଶଙ୍କ ଦାୟିତ୍ୱ ନେଇ ଆଲୋଚନା ।: [1170, 1493, 1494, 1506]
solution-cell: 2: [1342, 2174, 1355, 2184]
anniversary-box: [1170, 1140, 1495, 1310]
contact-note: କେବଳ ବିଜ୍ଞାପନ ପାଇଁ ବ୍ୟବହାର କରନ୍ତୁ:: [1250, 1016, 1415, 1028]
print-mark: [1440, 2310, 1468, 2328]
sudoku-cell[interactable]: [1332, 1908, 1361, 1931]
sudoku-cell[interactable]: [1361, 1862, 1390, 1885]
solution-cell: 2: [1384, 2075, 1397, 2085]
sudoku-cell[interactable]: [1245, 1862, 1274, 1885]
contact-editor: ସମ୍ପାଦକ, ଧରିତ୍ରୀ,: [1291, 943, 1374, 956]
solution-cell: 8: [1356, 2097, 1369, 2107]
author-name: ଶିବରାମ ଶତପଥୀ: [770, 1345, 913, 1370]
solution-cell: 0: [1328, 2108, 1341, 2118]
sudoku-cell[interactable]: [1274, 1908, 1303, 1931]
anniversary-date-line: ୧୯୯୦: [1433, 1178, 1461, 1192]
solution-cell: 8: [1384, 2130, 1397, 2140]
sudoku-cell[interactable]: [1216, 2000, 1245, 2023]
print-mark: [1228, 2312, 1242, 2326]
solution-cell: 4: [1300, 2075, 1313, 2085]
print-mark: [265, 2312, 279, 2326]
sudoku-cell[interactable]: B: [1419, 1839, 1448, 1862]
sudoku-row: [1187, 1954, 1479, 1977]
sadhak-author: ଡ. ଜ୍ୟୋତିର୍ମୟୀ ମହାନ୍ତି: [5, 1730, 340, 1758]
solution-cell: C: [1314, 2097, 1327, 2107]
sudoku-cell[interactable]: [1332, 1747, 1361, 1770]
sudoku-cell[interactable]: [1274, 1885, 1303, 1908]
sudoku-cell[interactable]: [1187, 1770, 1216, 1793]
solution-cell: 4: [1370, 2119, 1383, 2129]
sudoku-cell[interactable]: C: [1303, 1862, 1332, 1885]
sudoku-cell[interactable]: [1332, 1954, 1361, 1977]
sudoku-cell[interactable]: [1245, 1885, 1274, 1908]
solution-cell: A: [1342, 2119, 1355, 2129]
sudoku-cell[interactable]: 9: [1332, 1770, 1361, 1793]
sudoku-cell[interactable]: [1187, 1747, 1216, 1770]
sudoku-cell[interactable]: [1216, 1862, 1245, 1885]
letter-1: [1165, 55, 1495, 261]
sudoku-cell[interactable]: [1245, 1770, 1274, 1793]
sudoku-cell[interactable]: A: [1245, 1931, 1274, 1954]
solution-cell: B: [1384, 2119, 1397, 2129]
sudoku-row: [1187, 1816, 1479, 1839]
sudoku-cell[interactable]: [1419, 1816, 1448, 1839]
solution-cell: B: [1342, 2097, 1355, 2107]
section-logo: [5, 225, 340, 285]
solution-cell: 8: [1328, 2152, 1341, 2162]
section-logo-text: ଏଇ ଭାରତରେ: [5, 225, 197, 265]
author-photo: [650, 1275, 762, 1397]
